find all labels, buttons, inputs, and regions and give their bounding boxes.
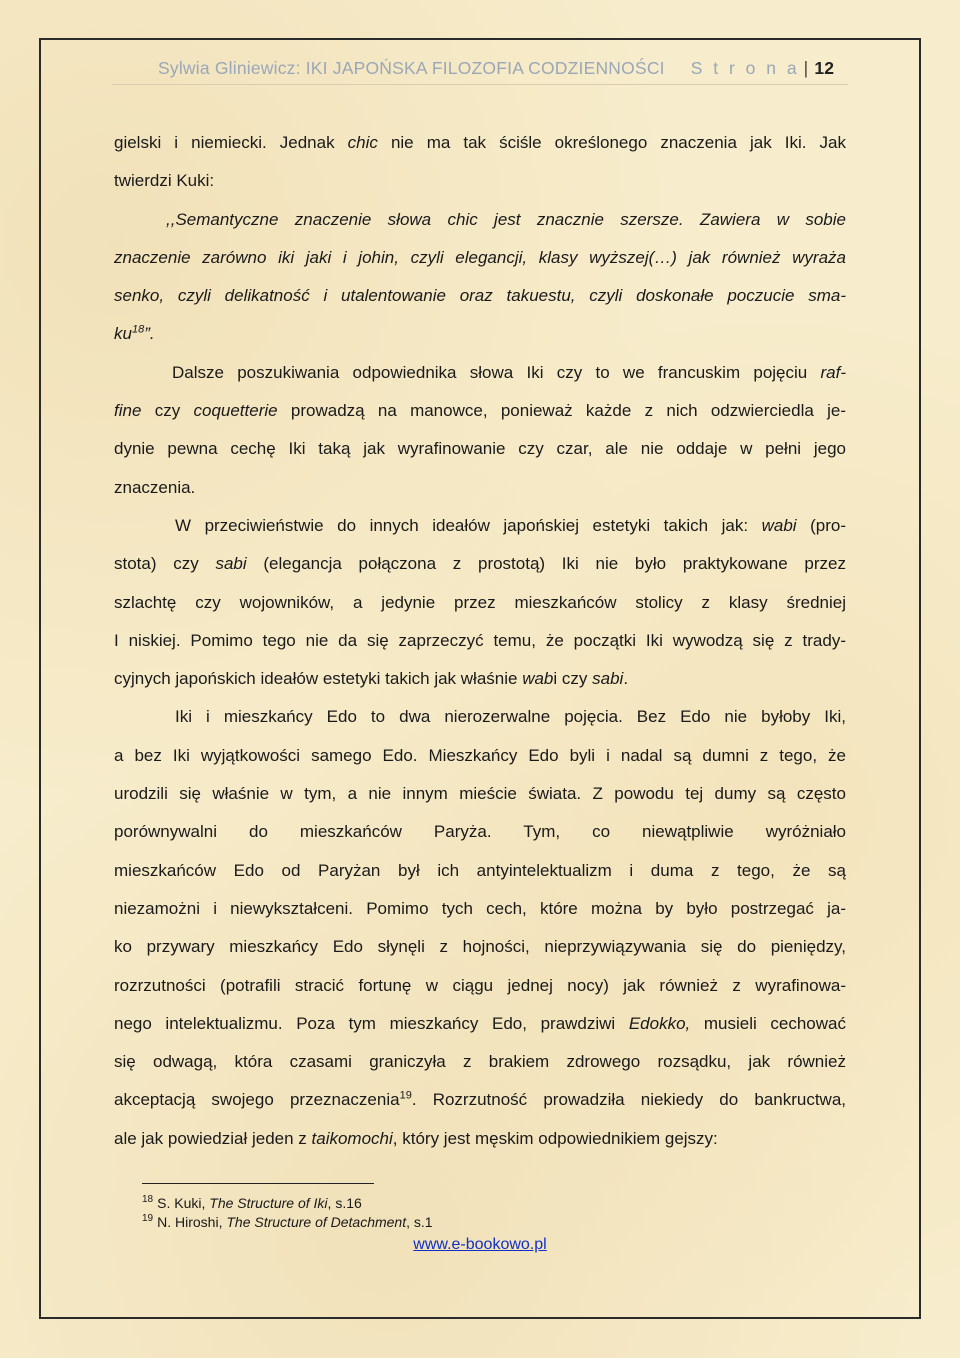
- text-line: rozrzutności (potrafili stracić fortunę w ciągu jednej nocy) jak również z wyrafinowa-: [114, 975, 846, 995]
- quote-line: $ku^{18}$”.: [114, 323, 155, 344]
- text-line: ko przywary mieszkańcy Edo słynęli z hojności, nieprzywiązywania się do pieniędzy,: [114, 937, 846, 957]
- footnotes: [142, 1194, 433, 1232]
- footnote-item: $^{18}$ S. Kuki, The Structure of Iki, s.16: [142, 1194, 362, 1211]
- text-line: twierdzi Kuki:: [114, 171, 215, 191]
- footnote-item: $^{19}$ N. Hiroshi, The Structure of Detachment, s.1: [142, 1213, 433, 1230]
- text-line: porównywalni do mieszkańców Paryża. Tym, co niewątpliwie wyróżniało: [114, 822, 846, 842]
- quote-line: senko, czyli delikatność i utalentowanie oraz takuestu, czyli doskonałe poczucie sma-: [114, 286, 846, 306]
- text-line: Dalsze poszukiwania odpowiednika słowa Iki czy to we francuskim pojęciu raf-: [172, 362, 846, 382]
- text-line: gielski i niemiecki. Jednak chic nie ma tak ściśle określonego znaczenia jak Iki. Jak: [114, 133, 846, 152]
- text-line: znaczenia.: [114, 477, 196, 497]
- footnote-rule: [142, 1183, 374, 1184]
- header-separator: |: [803, 58, 809, 78]
- header-rule: [112, 84, 848, 85]
- text-line: dynie pewna cechę Iki taką jak wyrafinowanie czy czar, ale nie oddaje w pełni jego: [114, 439, 846, 459]
- text-line: się odwagą, która czasami graniczyła z brakiem zdrowego rozsądku, jak również: [114, 1052, 846, 1072]
- text-line: urodzili się właśnie w tym, a nie innym mieście świata. Z powodu tej dumy są często: [114, 784, 846, 804]
- header-strona-label: S t r o n a: [690, 58, 800, 78]
- quote-line: ,,Semantyczne znaczenie słowa chic jest znacznie szersze. Zawiera w sobie: [166, 209, 846, 229]
- text-line: a bez Iki wyjątkowości samego Edo. Mieszkańcy Edo byli i nadal są dumni z tego, że: [114, 745, 846, 765]
- text-line: I niskiej. Pomimo tego nie da się zaprzeczyć temu, że początki Iki wywodzą się z trady-: [114, 630, 846, 650]
- text-line: cyjnych japońskich ideałów estetyki takich jak właśnie wabi czy sabi.: [114, 669, 629, 689]
- footnote-ref: 18: [131, 323, 145, 336]
- text-line: W przeciwieństwie do innych ideałów japońskiej estetyki takich jak: wabi (pro-: [175, 515, 846, 535]
- text-line: szlachtę czy wojowników, a jedynie przez mieszkańców stolicy z klasy średniej: [114, 592, 846, 612]
- text-line: Iki i mieszkańcy Edo to dwa nierozerwalne pojęcia. Bez Edo nie byłoby Iki,: [175, 707, 846, 727]
- text-line: nego intelektualizmu. Poza tym mieszkańcy Edo, prawdziwi Edokko, musieli cechować: [114, 1013, 846, 1033]
- footnote-ref: 19: [399, 1089, 412, 1102]
- text-line: fine czy coquetterie prowadzą na manowce, ponieważ każde z nich odzwierciedla je-: [114, 401, 846, 421]
- quote-line: znaczenie zarówno iki jaki i johin, czyli elegancji, klasy wyższej(…) jak również wyraża: [114, 247, 846, 267]
- body-text: [114, 124, 846, 1158]
- text-line: akceptacją swojego przeznaczenia$^{19}$. Rozrzutność prowadziła niekiedy do bankructwa,: [114, 1089, 846, 1110]
- website-link[interactable]: www.e-bookowo.pl: [413, 1236, 547, 1253]
- text-line: stota) czy sabi (elegancja połączona z prostotą) Iki nie było praktykowane przez: [114, 554, 847, 574]
- text-line: ale jak powiedział jeden z taikomochi, który jest męskim odpowiednikiem gejszy:: [114, 1128, 718, 1148]
- text-line: niezamożni i niewykształceni. Pomimo tych cech, które można by było postrzegać ja-: [114, 898, 846, 918]
- header-title: Sylwia Gliniewicz: IKI JAPOŃSKA FILOZOFIA CODZIENNOŚCI: [158, 58, 665, 78]
- text-line: mieszkańców Edo od Paryżan był ich antyintelektualizm i duma z tego, że są: [114, 860, 846, 880]
- page-number: 12: [814, 58, 835, 78]
- running-header: [158, 58, 848, 86]
